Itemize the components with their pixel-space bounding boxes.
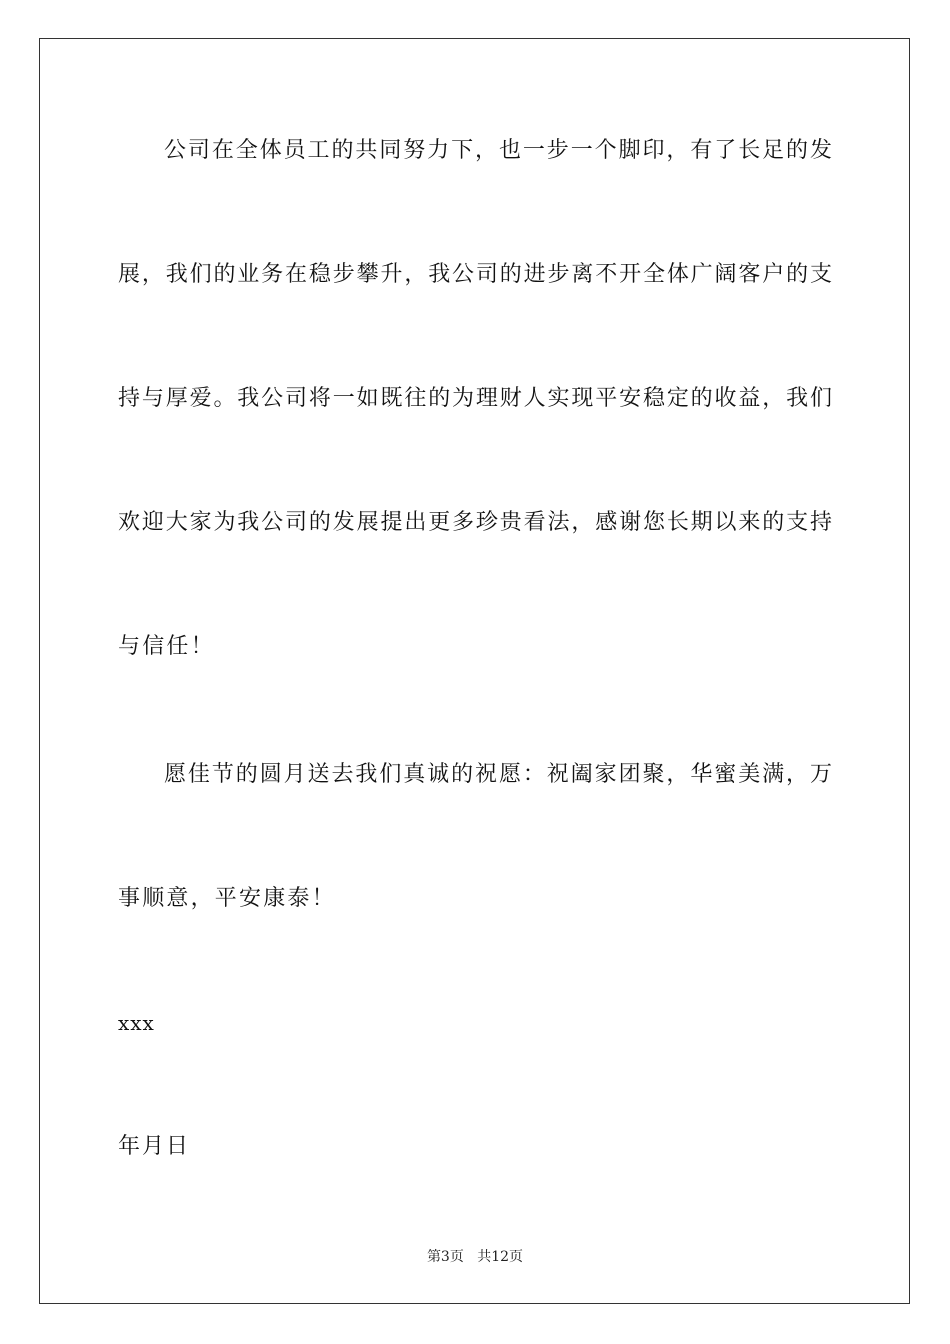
paragraph-2-line-1: 愿佳节的圆月送去我们真诚的祝愿：祝阖家团聚，华蜜美满，万: [164, 762, 832, 787]
page-total: 共12页: [477, 1249, 524, 1265]
page-number: 第3页: [426, 1249, 464, 1265]
paragraph-1-line-5: 与信任！: [118, 634, 215, 659]
page-footer: [0, 1248, 950, 1266]
paragraph-1-line-4: 欢迎大家为我公司的发展提出更多珍贵看法，感谢您长期以来的支持: [118, 510, 832, 535]
paragraph-1-line-3: 持与厚爱。我公司将一如既往的为理财人实现平安稳定的收益，我们: [118, 386, 832, 411]
paragraph-2-line-2: 事顺意，平安康泰！: [118, 886, 336, 911]
footer-spacer: [464, 1249, 477, 1265]
paragraph-1-line-2: 展，我们的业务在稳步攀升，我公司的进步离不开全体广阔客户的支: [118, 262, 832, 287]
signature: xxx: [118, 1011, 155, 1035]
paragraph-1-line-1: 公司在全体员工的共同努力下，也一步一个脚印，有了长足的发: [164, 138, 832, 163]
page-frame: [39, 38, 910, 1304]
date-line: 年月日: [118, 1134, 191, 1159]
